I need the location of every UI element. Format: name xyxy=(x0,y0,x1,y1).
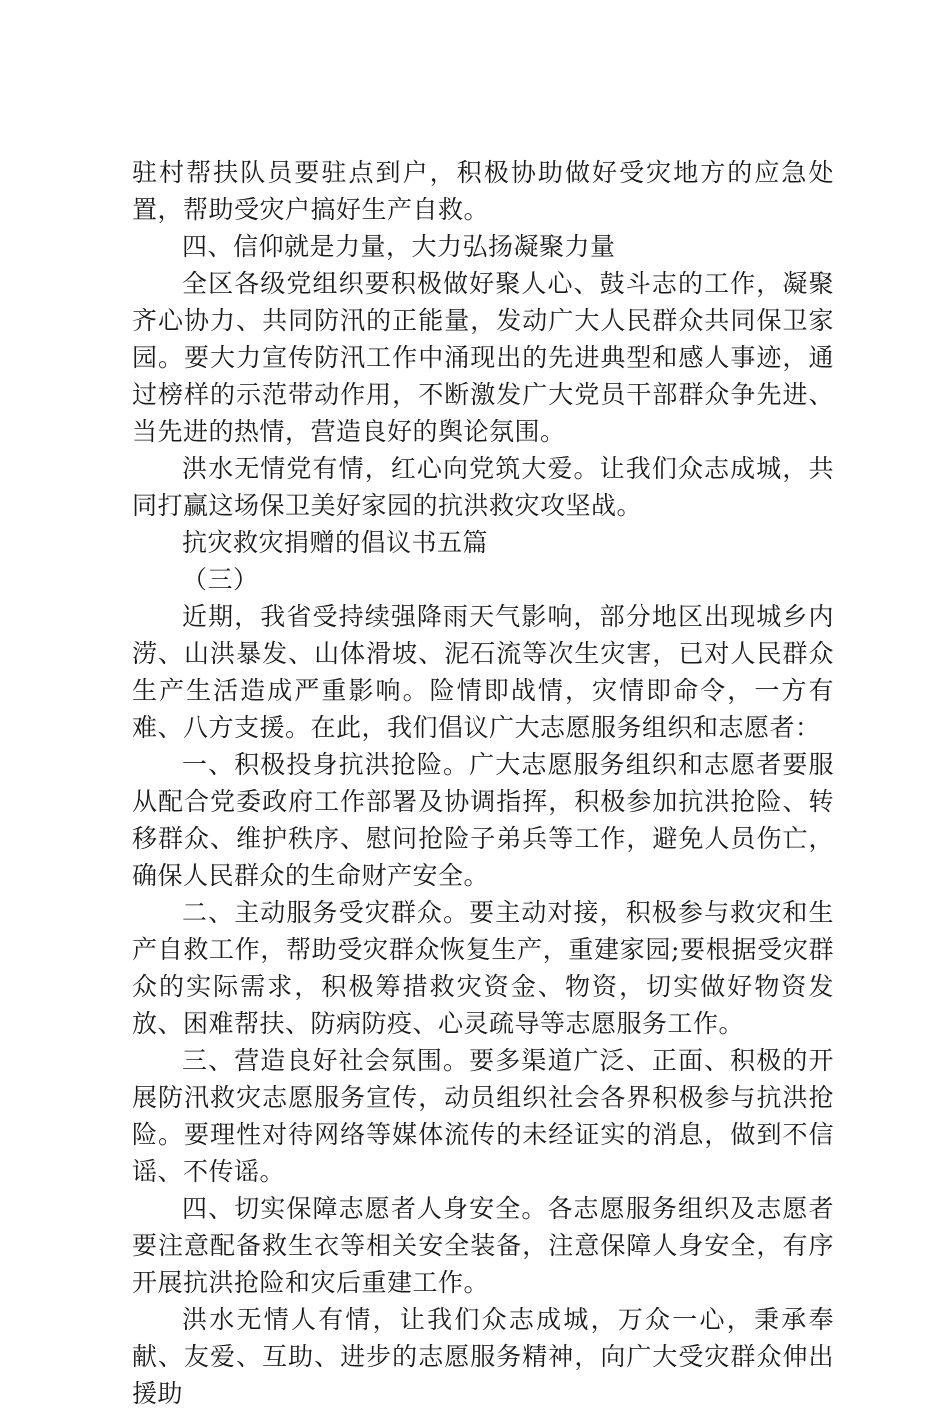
paragraph-continuation: 驻村帮扶队员要驻点到户，积极协助做好受灾地方的应急处置，帮助受灾户搞好生产自救。 xyxy=(132,158,834,224)
document-page xyxy=(132,154,834,1412)
section-heading-four: 四、信仰就是力量，大力弘扬凝聚力量 xyxy=(182,232,616,261)
paragraph-item-one: 一、积极投身抗洪抢险。广大志愿服务组织和志愿者要服从配合党委政府工作部署及协调指挥，积极参加抗洪抢险、转移群众、维护秩序、慰问抢险子弟兵等工作，避免人员伤亡，确保人民群众的生命财产安全。 xyxy=(132,750,834,890)
document-subtitle: 抗灾救灾捐赠的倡议书五篇 xyxy=(182,528,489,557)
paragraph-item-two: 二、主动服务受灾群众。要主动对接，积极参与救灾和生产自救工作，帮助受灾群众恢复生产，重建家园;要根据受灾群众的实际需求，积极筹措救灾资金、物资，切实做好物资发放、困难帮扶、防病防疫、心灵疏导等志愿服务工作。 xyxy=(132,898,834,1038)
paragraph-final-appeal: 洪水无情人有情，让我们众志成城，万众一心，秉承奉献、友爱、互助、进步的志愿服务精神，向广大受灾群众伸出援助 xyxy=(132,1305,834,1408)
paragraph-party-organizations: 全区各级党组织要积极做好聚人心、鼓斗志的工作，凝聚齐心协力、共同防汛的正能量，发动广大人民群众共同保卫家园。要大力宣传防汛工作中涌现出的先进典型和感人事迹，通过榜样的示范带动作用，不断激发广大党员干部群众争先进、当先进的热情，营造良好的舆论氛围。 xyxy=(132,269,834,446)
paragraph-item-four: 四、切实保障志愿者人身安全。各志愿服务组织及志愿者要注意配备救生衣等相关安全装备，注意保障人身安全，有序开展抗洪抢险和灾后重建工作。 xyxy=(132,1194,834,1297)
paragraph-closing-appeal: 洪水无情党有情，红心向党筑大爱。让我们众志成城，共同打赢这场保卫美好家园的抗洪救灾攻坚战。 xyxy=(132,454,834,520)
section-number-three: （三） xyxy=(182,565,259,594)
paragraph-intro: 近期，我省受持续强降雨天气影响，部分地区出现城乡内涝、山洪暴发、山体滑坡、泥石流等次生灾害，已对人民群众生产生活造成严重影响。险情即战情，灾情即命令，一方有难、八方支援。在此，我们倡议广大志愿服务组织和志愿者： xyxy=(132,602,834,742)
paragraph-item-three: 三、营造良好社会氛围。要多渠道广泛、正面、积极的开展防汛救灾志愿服务宣传，动员组织社会各界积极参与抗洪抢险。要理性对待网络等媒体流传的未经证实的消息，做到不信谣、不传谣。 xyxy=(132,1046,834,1186)
